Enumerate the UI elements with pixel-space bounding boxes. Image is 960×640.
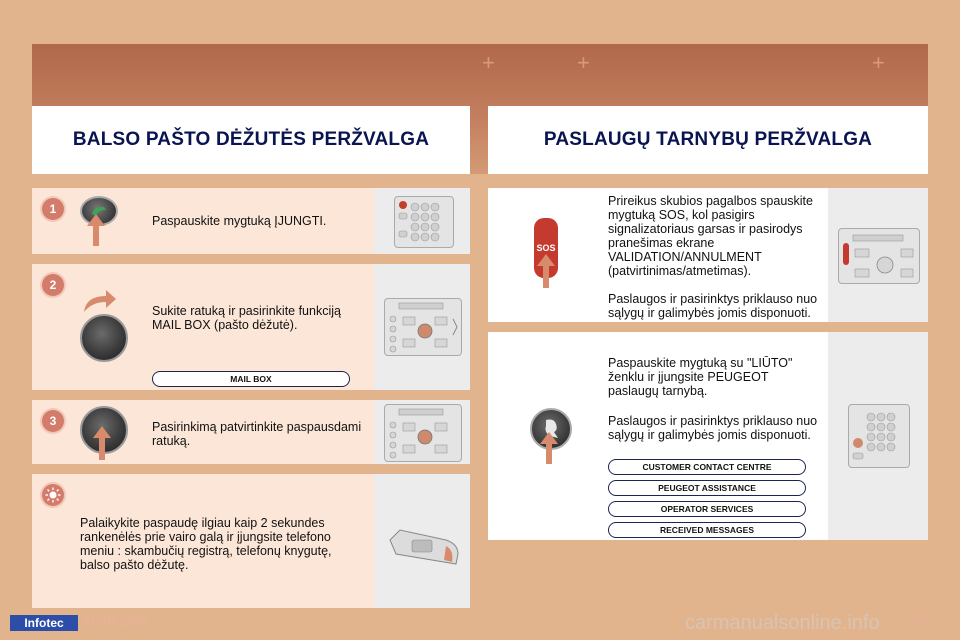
step-number-badge: 1: [42, 198, 64, 220]
arrow-up-icon: [93, 426, 111, 438]
step-2-panel: [32, 264, 470, 390]
steering-stalk-icon: [386, 510, 462, 579]
watermark: carmanualsonline.info: [685, 612, 880, 634]
sos-availability-text: Paslaugos ir pasirinktys priklauso nuo sąlygų ir galimybės jomis disponuoti.: [608, 292, 818, 320]
plus-decoration: +: [872, 50, 885, 75]
lion-image: [828, 332, 928, 540]
right-title-box: [488, 106, 928, 174]
lion-availability-text: Paslaugos ir pasirinktys priklauso nuo sąlygų ir galimybės jomis disponuoti.: [608, 414, 818, 442]
arrow-up-icon: [540, 432, 558, 444]
arrow-stem: [93, 226, 99, 246]
tip-bulb-icon: [42, 484, 64, 506]
arrow-stem: [543, 266, 549, 288]
sos-image: [828, 188, 928, 322]
step-3-text: Pasirinkimą patvirtinkite paspausdami ratuką.: [152, 420, 362, 448]
step-1-text: Paspauskite mygtuką ĮJUNGTI.: [152, 214, 327, 228]
keypad-icon: [848, 404, 910, 468]
left-title: BALSO PAŠTO DĖŽUTĖS PERŽVALGA: [72, 129, 430, 150]
arrow-up-icon: [537, 254, 555, 266]
keypad-icon: [394, 196, 454, 248]
arrow-up-icon: [87, 214, 105, 226]
lion-panel: [488, 332, 928, 540]
operator-services-option[interactable]: OPERATOR SERVICES: [608, 501, 806, 517]
scroll-wheel-icon: [80, 314, 128, 362]
step-number-badge: 3: [42, 410, 64, 432]
plus-decoration: +: [482, 50, 495, 75]
left-title-box: [32, 106, 470, 174]
step-1-panel: [32, 188, 470, 254]
sos-label: SOS: [536, 243, 556, 253]
infotec-logo: Infotec: [10, 615, 78, 631]
customer-contact-centre-option[interactable]: CUSTOMER CONTACT CENTRE: [608, 459, 806, 475]
peugeot-assistance-option[interactable]: PEUGEOT ASSISTANCE: [608, 480, 806, 496]
footer-date: 01-10-2005: [82, 614, 149, 629]
tip-panel: [32, 474, 470, 608]
tip-text: Palaikykite paspaudę ilgiau kaip 2 sekundes rankenėlės prie vairo galą ir įjungsite telefono meniu : skambučių registrą, telefonų knygutę, balso pašto dėžutę.: [80, 516, 332, 572]
step-2-text: Sukite ratuką ir pasirinkite funkciją MAIL BOX (pašto dėžutė).: [152, 304, 341, 332]
arrow-stem: [99, 438, 105, 460]
mail-box-option[interactable]: MAIL BOX: [152, 371, 350, 387]
radio-unit-icon: [384, 298, 462, 356]
step-3-image: [374, 400, 470, 464]
tip-image: [374, 474, 470, 608]
step-number-badge: 2: [42, 274, 64, 296]
plus-decoration: +: [577, 50, 590, 75]
step-3-panel: [32, 400, 470, 464]
radio-unit-icon: [384, 404, 462, 462]
sos-panel: [488, 188, 928, 322]
arrow-stem: [546, 444, 552, 464]
received-messages-option[interactable]: RECEIVED MESSAGES: [608, 522, 806, 538]
step-2-image: [374, 264, 470, 390]
lion-text: Paspauskite mygtuką su "LIŪTO" ženklu ir įjungsite PEUGEOT paslaugų tarnybą.: [608, 356, 793, 398]
step-1-image: [374, 188, 470, 254]
page-number: 11: [910, 612, 924, 627]
sos-text: Prireikus skubios pagalbos spauskite mygtuką SOS, kol pasigirs signalizatoriaus garsas ir pasirodys pranešimas ekrane VALIDATION/ANNULMENT (patvirtinimas/atmetimas).: [608, 194, 813, 278]
radio-unit-icon: [838, 228, 920, 284]
right-title: PASLAUGŲ TARNYBŲ PERŽVALGA: [543, 129, 873, 150]
